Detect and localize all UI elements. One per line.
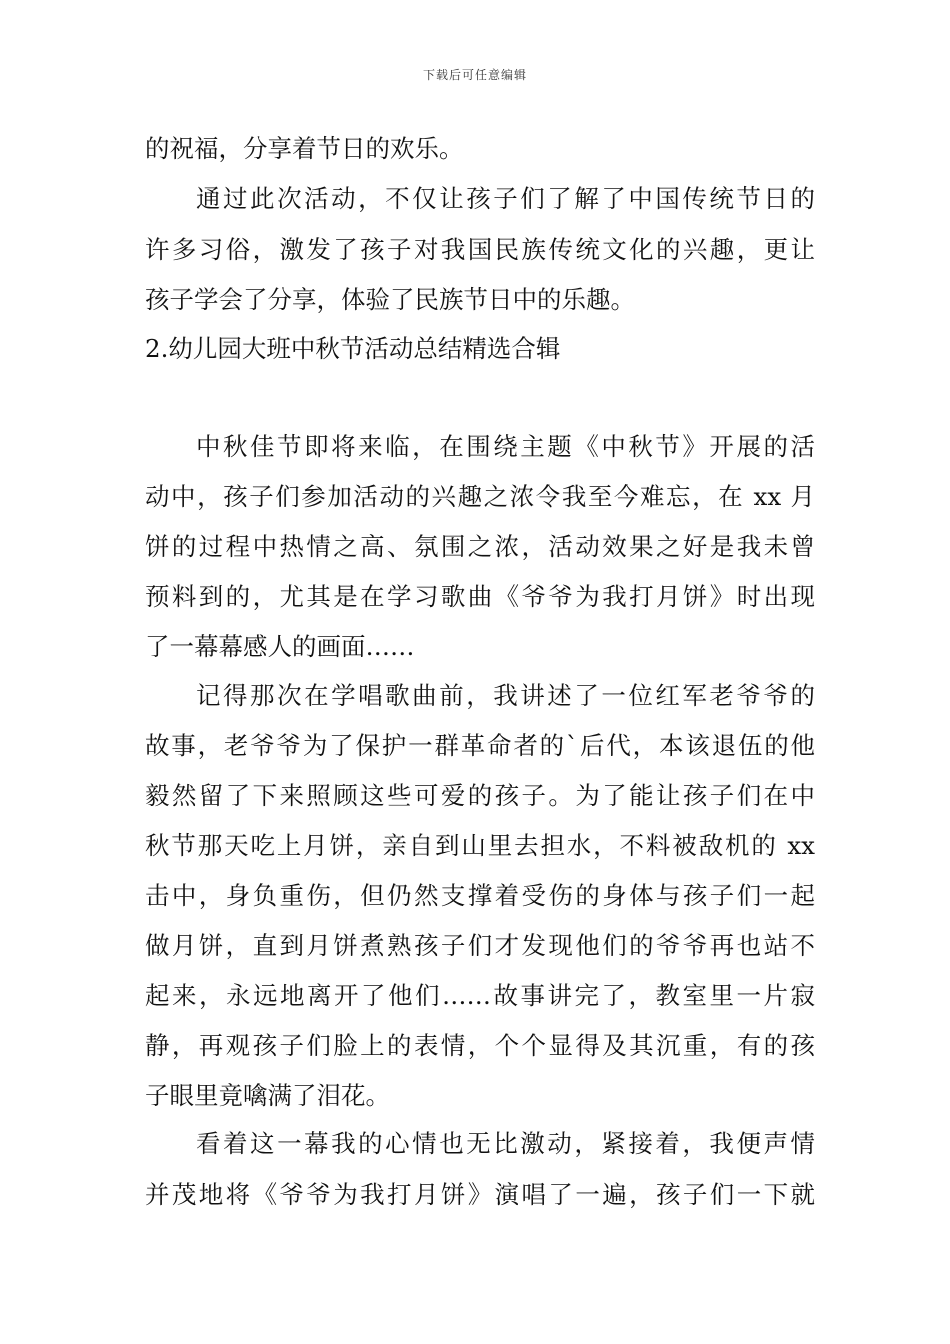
section-heading: 2.幼儿园大班中秋节活动总结精选合辑: [145, 334, 561, 363]
paragraph-line: 的祝福，分享着节日的欢乐。: [145, 134, 464, 163]
paragraph-line: 通过此次活动，不仅让孩子们了解了中国传统节日的: [196, 184, 815, 213]
paragraph-line: 饼的过程中热情之高、氛围之浓，活动效果之好是我未曾: [145, 532, 815, 561]
paragraph-line: 静，再观孩子们脸上的表情，个个显得及其沉重，有的孩: [145, 1031, 815, 1060]
paragraph-line: 记得那次在学唱歌曲前，我讲述了一位红军老爷爷的: [196, 681, 815, 710]
paragraph-line: 许多习俗，激发了孩子对我国民族传统文化的兴趣，更让: [145, 235, 815, 264]
paragraph-line: 预料到的，尤其是在学习歌曲《爷爷为我打月饼》时出现: [145, 582, 815, 611]
paragraph-line: 中秋佳节即将来临，在围绕主题《中秋节》开展的活: [196, 432, 815, 461]
paragraph-line: 看着这一幕我的心情也无比激动，紧接着，我便声情: [196, 1129, 815, 1158]
paragraph-line: 子眼里竟噙满了泪花。: [145, 1081, 390, 1110]
paragraph-line: 起来，永远地离开了他们……故事讲完了，教室里一片寂: [145, 981, 815, 1010]
paragraph-line: 孩子学会了分享，体验了民族节日中的乐趣。: [145, 285, 635, 314]
paragraph-line: 故事，老爷爷为了保护一群革命者的`后代，本该退伍的他: [145, 731, 815, 760]
paragraph-line: 了一幕幕感人的画面……: [145, 632, 415, 661]
page-header: 下载后可任意编辑: [422, 68, 527, 82]
paragraph-line: 秋节那天吃上月饼，亲自到山里去担水，不料被敌机的 xx: [145, 831, 815, 860]
paragraph-line: 击中，身负重伤，但仍然支撑着受伤的身体与孩子们一起: [145, 881, 815, 910]
paragraph-line: 并茂地将《爷爷为我打月饼》演唱了一遍，孩子们一下就: [145, 1180, 815, 1209]
paragraph-line: 毅然留了下来照顾这些可爱的孩子。为了能让孩子们在中: [145, 781, 815, 810]
paragraph-line: 动中，孩子们参加活动的兴趣之浓令我至今难忘，在 xx 月: [145, 482, 815, 511]
paragraph-line: 做月饼，直到月饼煮熟孩子们才发现他们的爷爷再也站不: [145, 931, 815, 960]
